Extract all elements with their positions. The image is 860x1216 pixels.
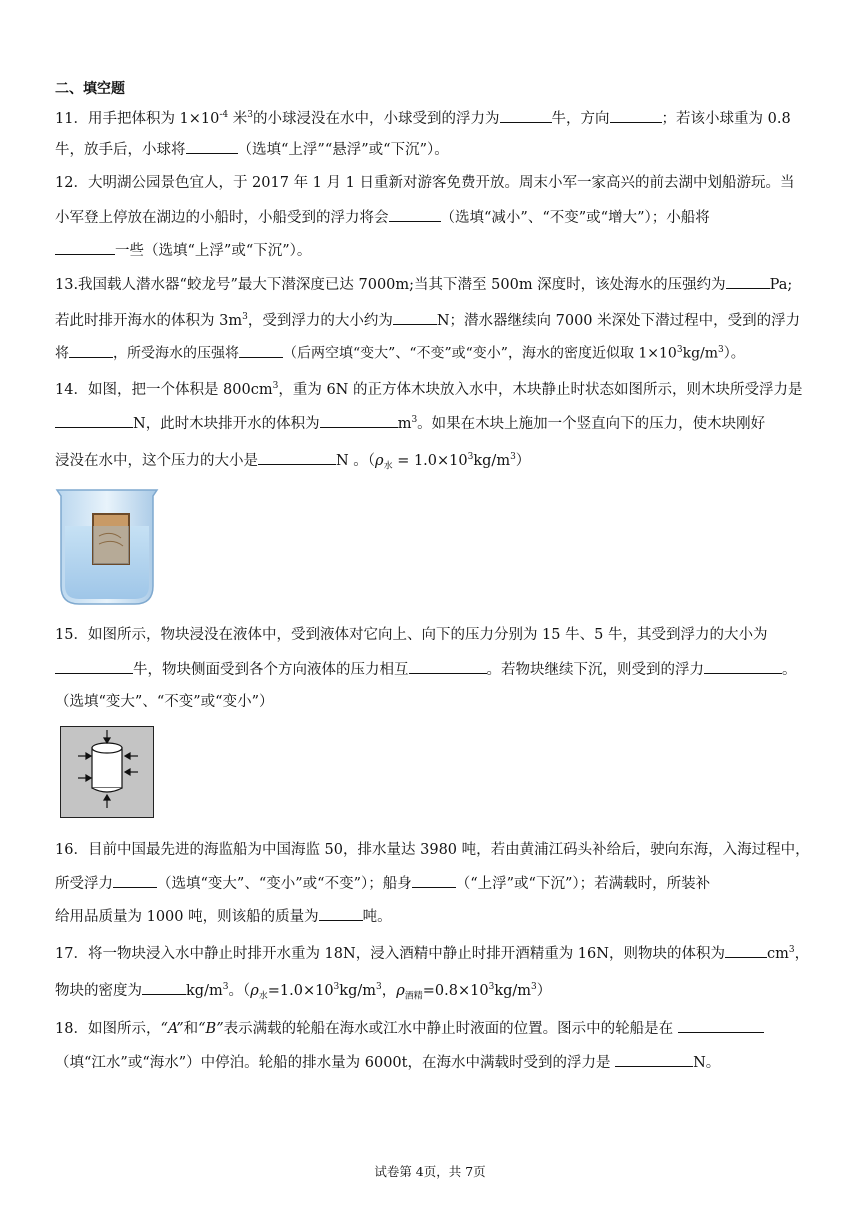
q18-text: 表示满载的轮船在海水或江水中静止时液面的位置。图示中的轮船是在 xyxy=(223,1021,674,1037)
q14-sub: 水 xyxy=(383,461,393,472)
q17-line1 xyxy=(55,940,809,964)
answer-blank[interactable] xyxy=(610,108,662,123)
q17-sup: 3 xyxy=(488,982,495,992)
q13-text: Pa; xyxy=(769,277,793,293)
answer-blank[interactable] xyxy=(113,873,157,888)
answer-blank[interactable] xyxy=(726,274,770,289)
q15-text: 。若物块继续下沉，则受到的浮力 xyxy=(486,662,704,678)
q13-text: 若此时排开海水的体积为 3m xyxy=(55,312,243,329)
q12-text: （选填“减小”、“不变”或“增大”）；小船将 xyxy=(440,210,710,226)
q14-line2 xyxy=(55,410,765,434)
label-a: “A” xyxy=(160,1021,184,1037)
q17-text: =1.0×10 xyxy=(267,982,334,999)
q13-text: N；潜水器继续向 7000 米深处下潜过程中，受到的浮力 xyxy=(436,312,801,329)
q12-line1 xyxy=(55,173,794,193)
q14-text: 。如果在木块上施加一个竖直向下的压力，使木块刚好 xyxy=(417,415,766,432)
rho-symbol: ρ xyxy=(250,982,259,999)
q11-line1 xyxy=(55,105,791,129)
q12-text: 小军登上停放在湖边的小船时，小船受到的浮力将会 xyxy=(55,210,389,226)
q15-text: 15．如图所示，物块浸没在液体中，受到液体对它向上、向下的压力分别为 15 牛、5 牛，其受到浮力的大小为 xyxy=(55,627,768,643)
q14-text: = 1.0×10 xyxy=(392,452,468,469)
q13-text: ）。 xyxy=(723,345,745,362)
q17-text: kg/m xyxy=(494,982,532,999)
q17-sup: 3 xyxy=(531,982,537,992)
q15-text: （选填“变大”、“不变”或“变小”） xyxy=(55,694,274,710)
q15-line3 xyxy=(55,692,273,712)
q16-line3 xyxy=(55,906,392,927)
answer-blank[interactable] xyxy=(500,108,552,123)
q11-text: 牛，方向 xyxy=(551,110,610,127)
q17-text: ） xyxy=(536,982,552,999)
q16-line1 xyxy=(55,840,810,860)
q17-sup: 3 xyxy=(333,982,340,992)
answer-blank[interactable] xyxy=(412,873,456,888)
q15-text: 。 xyxy=(782,662,797,678)
q17-text: kg/m xyxy=(339,982,376,999)
q14-text: ，重为 6N 的正方体木块放入水中，木块静止时状态如图所示，则木块所受浮力是 xyxy=(278,381,803,398)
q11-sup: 3 xyxy=(247,110,254,120)
q17-sup: 3 xyxy=(788,945,795,955)
q14-sup: 3 xyxy=(467,452,474,462)
answer-blank[interactable] xyxy=(393,310,437,325)
q17-sup: 3 xyxy=(222,982,229,992)
q11-line2 xyxy=(55,139,449,160)
q17-text: cm xyxy=(766,945,789,962)
q14-text: 14．如图，把一个体积是 800cm xyxy=(55,381,273,398)
q15-line2 xyxy=(55,659,797,680)
q18-line1 xyxy=(55,1018,764,1039)
q15-text: 牛，物块侧面受到各个方向液体的压力相互 xyxy=(133,662,409,678)
q13-sup: 3 xyxy=(718,345,724,355)
q14-line1 xyxy=(55,376,802,400)
q17-text: kg/m xyxy=(186,982,223,999)
q11-text: 11．用手把体积为 1×10 xyxy=(55,110,220,127)
q18-text: N。 xyxy=(693,1055,721,1071)
answer-blank[interactable] xyxy=(615,1052,693,1067)
q16-text: 吨。 xyxy=(362,909,392,925)
answer-blank[interactable] xyxy=(319,906,363,921)
q17-text: 物块的密度为 xyxy=(55,982,142,999)
q13-line1 xyxy=(55,274,792,295)
q13-sup: 3 xyxy=(676,345,683,355)
answer-blank[interactable] xyxy=(142,980,186,995)
q16-text: （“上浮”或“下沉”）；若满载时，所装补 xyxy=(455,876,711,892)
q13-text: 将 xyxy=(55,345,69,362)
q18-text: 和 xyxy=(183,1021,199,1037)
q12-line2 xyxy=(55,207,710,228)
beaker-figure xyxy=(55,486,159,608)
q11-text: 米 xyxy=(228,110,248,127)
q14-line3 xyxy=(55,447,530,477)
q17-text: 17．将一物块浸入水中静止时排开水重为 18N，浸入酒精中静止时排开酒精重为 16N，则物块的体积为 xyxy=(55,945,725,962)
q14-text: ） xyxy=(515,452,531,469)
answer-blank[interactable] xyxy=(389,207,441,222)
answer-blank[interactable] xyxy=(55,413,133,428)
q16-text: （选填“变大”、“变小”或“不变”）；船身 xyxy=(157,876,412,892)
q14-text: N 。（ xyxy=(336,452,376,469)
page-footer: 试卷第 4页，共 7页 xyxy=(374,1164,486,1179)
q12-text: 一些（选填“上浮”或“下沉”）。 xyxy=(115,243,312,259)
q11-text: 的小球浸没在水中，小球受到的浮力为 xyxy=(253,110,500,127)
q17-text: ， xyxy=(794,945,810,962)
q13-text: ，受到浮力的大小约为 xyxy=(247,312,393,329)
q14-sup: 3 xyxy=(510,452,516,462)
q13-sup: 3 xyxy=(242,312,248,322)
answer-blank[interactable] xyxy=(725,943,767,958)
answer-blank[interactable] xyxy=(704,659,782,674)
answer-blank[interactable] xyxy=(239,343,283,358)
q16-text: 所受浮力 xyxy=(55,876,113,892)
q13-text: ，所受海水的压强将 xyxy=(113,345,239,362)
q17-sub: 酒精 xyxy=(404,991,423,1002)
q11-text: （选填“上浮”“悬浮”或“下沉”）。 xyxy=(237,142,449,158)
q14-text: N，此时木块排开水的体积为 xyxy=(133,415,320,432)
q12-text: 12．大明湖公园景色宜人，于 2017 年 1 月 1 日重新对游客免费开放。周末小军一家高兴的前去湖中划船游玩。当 xyxy=(55,175,795,191)
q15-line1 xyxy=(55,625,767,645)
q17-text: =0.8×10 xyxy=(422,982,489,999)
q17-text: ， xyxy=(381,982,397,999)
q17-line2 xyxy=(55,977,551,1007)
answer-blank[interactable] xyxy=(678,1018,764,1033)
q11-sup: -4 xyxy=(219,110,229,120)
q16-text: 给用品质量为 1000 吨，则该船的质量为 xyxy=(55,909,319,925)
q14-text: kg/m xyxy=(473,452,511,469)
rho-symbol: ρ xyxy=(396,982,405,999)
q17-sup: 3 xyxy=(375,982,382,992)
q11-text: ；若该小球重为 0.8 xyxy=(661,110,791,127)
q12-line3 xyxy=(55,240,311,261)
rho-symbol: ρ xyxy=(375,452,384,469)
answer-blank[interactable] xyxy=(55,659,133,674)
answer-blank[interactable] xyxy=(258,450,336,465)
q13-text: 13.我国载人潜水器“蛟龙号”最大下潜深度已达 7000m;当其下潜至 500m 深度时，该处海水的压强约为 xyxy=(55,277,726,293)
q18-text: 18．如图所示， xyxy=(55,1021,161,1037)
q13-line3 xyxy=(55,340,745,364)
q14-text: 浸没在水中，这个压力的大小是 xyxy=(55,452,258,469)
q17-sub: 水 xyxy=(258,991,268,1002)
q18-text: （填“江水”或“海水”）中停泊。轮船的排水量为 6000t，在海水中满载时受到的浮力是 xyxy=(55,1055,611,1071)
answer-blank[interactable] xyxy=(409,659,487,674)
q17-text: 。（ xyxy=(228,982,251,999)
label-b: “B” xyxy=(198,1021,224,1037)
q13-text: （后两空填“变大”、“不变”或“变小”，海水的密度近似取 1×10 xyxy=(283,345,677,362)
q13-line2 xyxy=(55,307,800,331)
q14-text: m xyxy=(397,415,412,432)
q14-sup: 3 xyxy=(272,381,279,391)
q16-text: 16．目前中国最先进的海监船为中国海监 50，排水量达 3980 吨，若由黄浦江码头补给后，驶向东海，入海过程中， xyxy=(55,842,810,858)
answer-blank[interactable] xyxy=(69,343,113,358)
answer-blank[interactable] xyxy=(186,139,238,154)
q16-line2 xyxy=(55,873,710,894)
q11-text: 牛，放手后，小球将 xyxy=(55,142,186,158)
cylinder-figure xyxy=(60,726,154,818)
q14-sup: 3 xyxy=(411,415,418,425)
section-title: 二、填空题 xyxy=(55,81,125,97)
q13-text: kg/m xyxy=(682,345,719,362)
answer-blank[interactable] xyxy=(320,413,398,428)
q18-line2 xyxy=(55,1052,720,1073)
answer-blank[interactable] xyxy=(55,240,115,255)
